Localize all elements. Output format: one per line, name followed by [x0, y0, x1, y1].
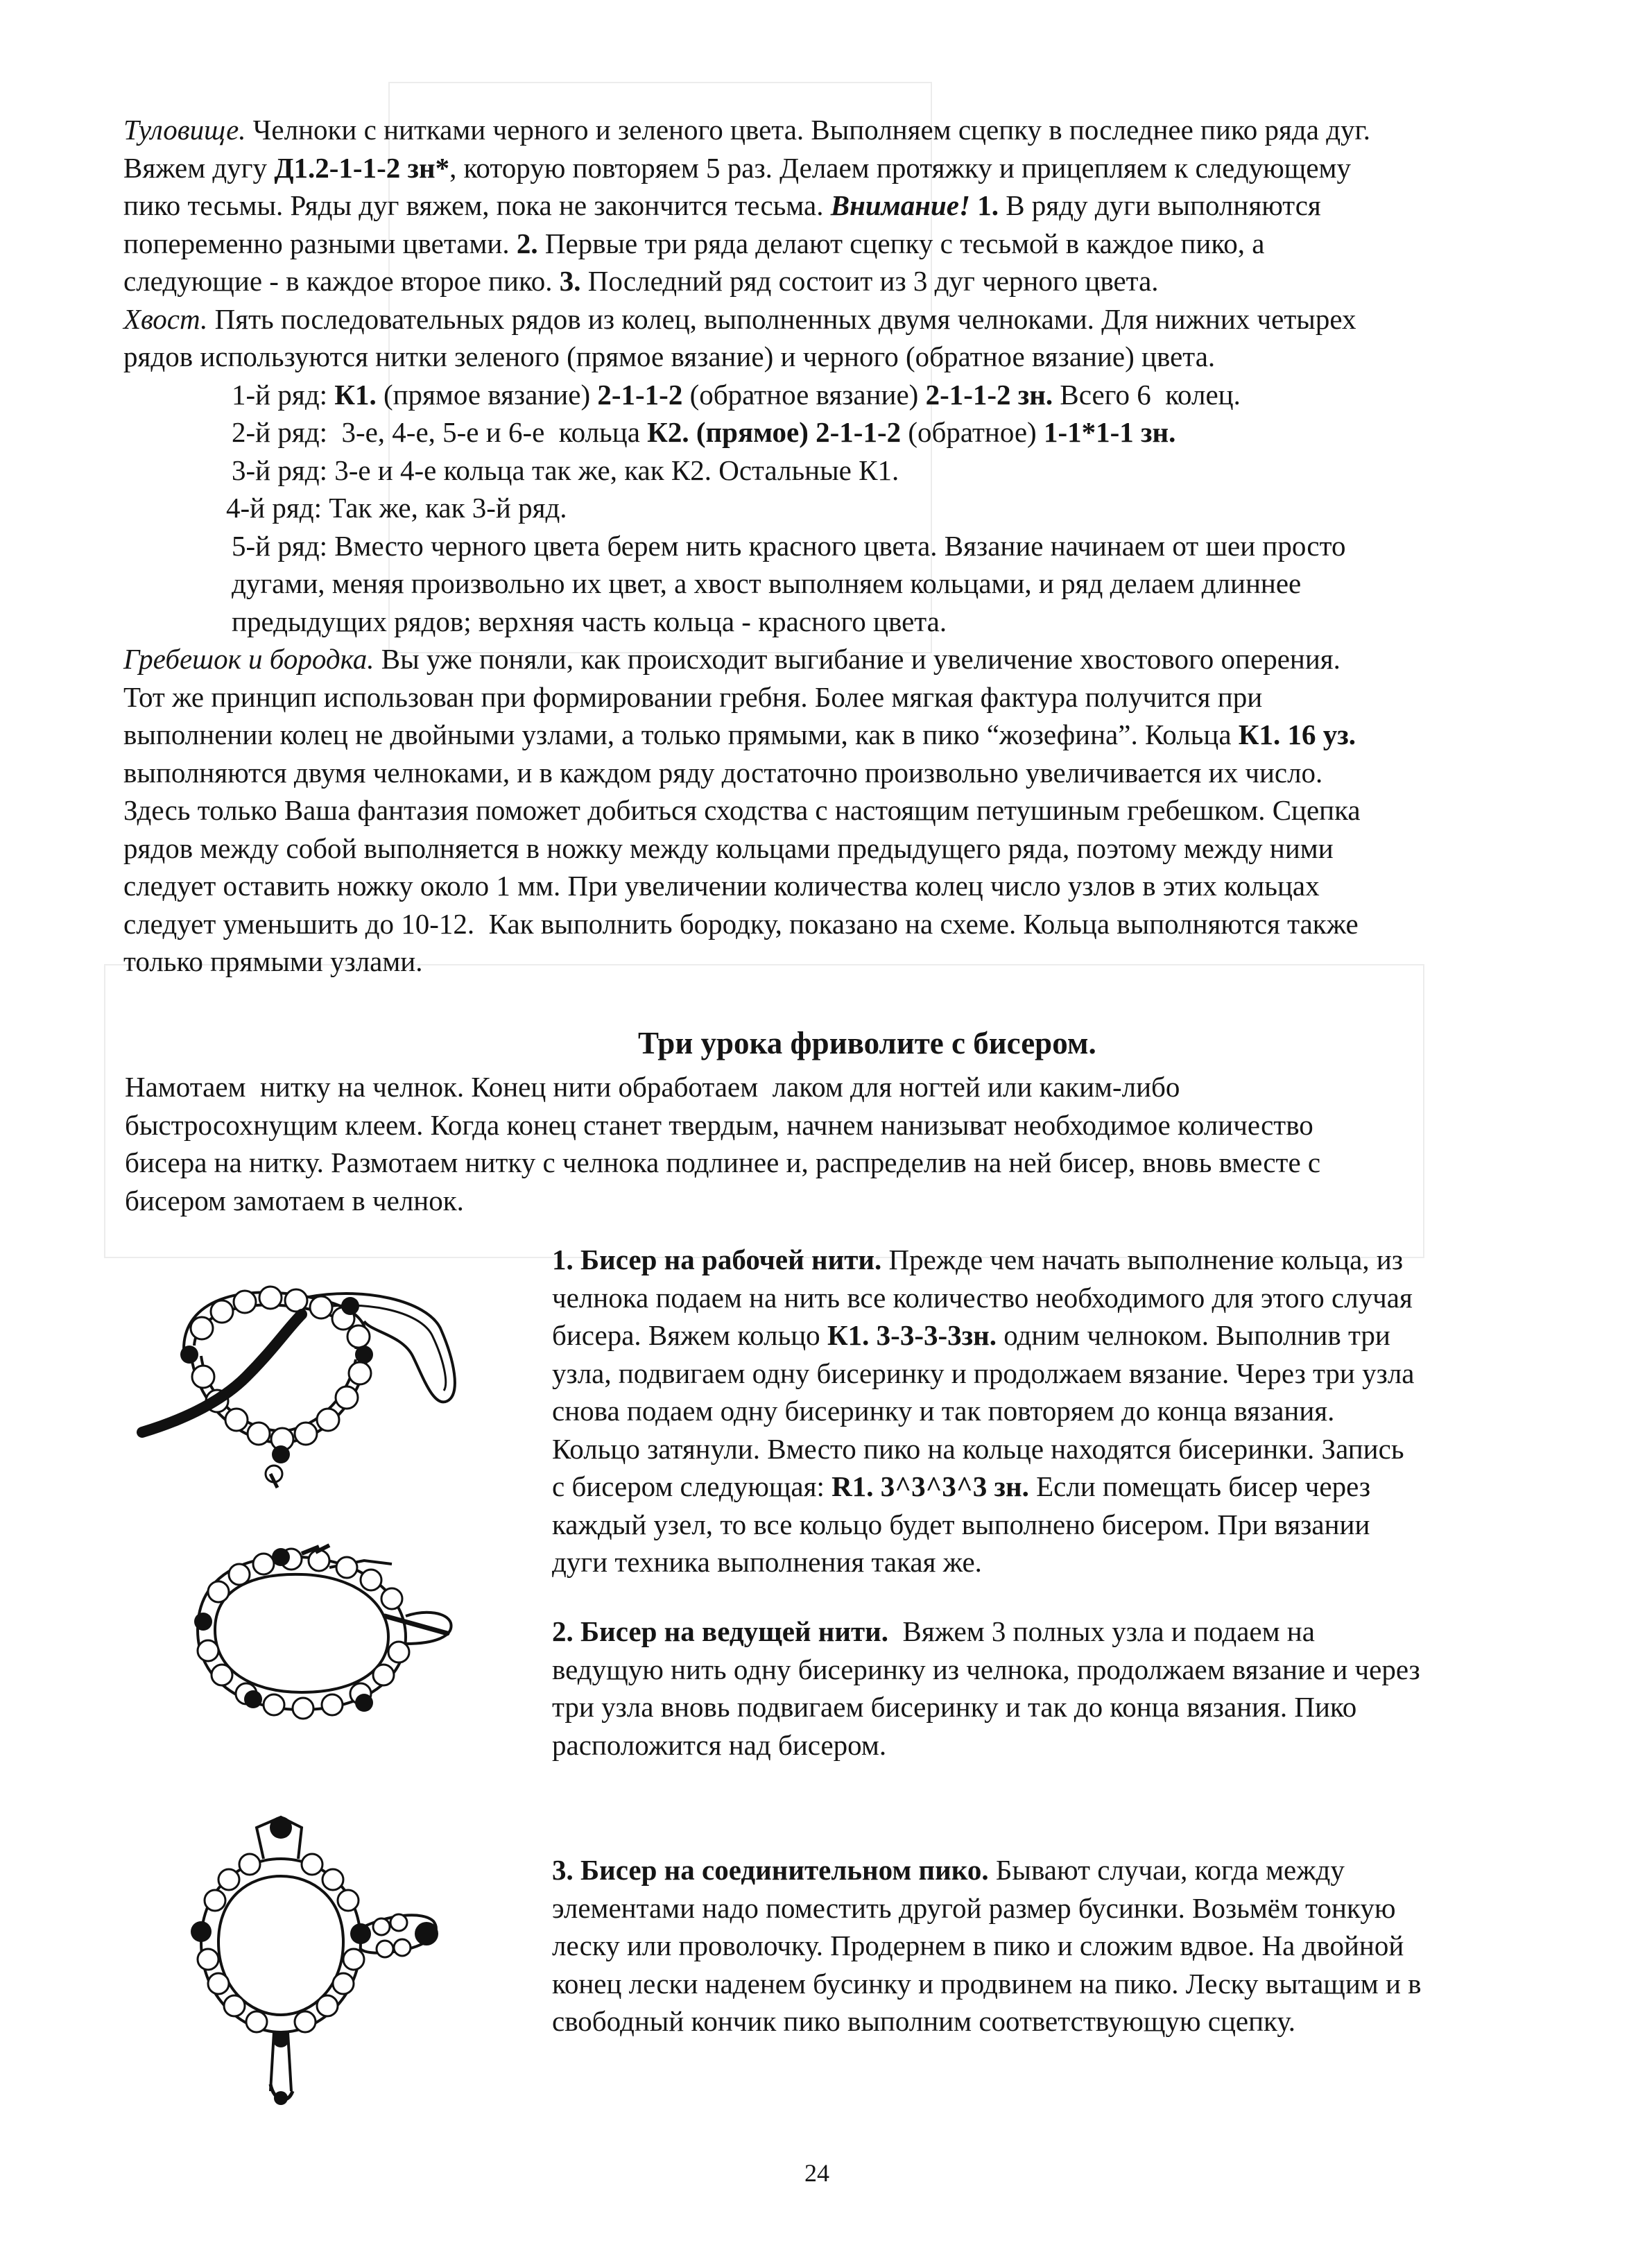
- text-run: 5-й ряд: Вместо черного цвета берем нить красного цвета. Вязание начинаем от шеи просто: [232, 529, 1346, 562]
- text-run: Первые три ряда делают сцепку с тесьмой в каждое пико, а: [537, 227, 1265, 259]
- text-run: быстросохнущим клеем. Когда конец станет твердым, начнем нанизыват необходимое количество: [125, 1108, 1313, 1141]
- text-run: , которую повторяем 5 раз. Делаем протяжку и прицепляем к следующему: [449, 151, 1351, 184]
- text-line: [125, 1106, 1320, 1144]
- text-run: В ряду дуги выполняются: [998, 189, 1321, 221]
- text-line: [552, 2002, 1422, 2041]
- text-run: три узла вновь подвигаем бисеринку и так до конца вязания. Пико: [552, 1691, 1357, 1723]
- text-line: [552, 1316, 1414, 1355]
- text-run: 3.: [559, 265, 581, 297]
- text-run: дугами, меняя произвольно их цвет, а хвост выполняем кольцами, и ряд делаем длиннее: [232, 567, 1302, 599]
- text-run: R1. 3^3^3^3 зн.: [831, 1470, 1029, 1502]
- text-run: 3-й ряд: 3-е и 4-е кольца так же, как К2. Остальные К1.: [232, 454, 899, 486]
- text-line: [552, 1927, 1422, 1965]
- text-run: Гребешок и бородка.: [123, 643, 374, 675]
- figure-beads-working-thread: [135, 1273, 496, 1495]
- text-run: только прямыми узлами.: [123, 945, 423, 977]
- text-run: 1-й ряд:: [232, 378, 335, 411]
- figure-beads-joining-picot: [160, 1810, 451, 2115]
- text-run: Кольцо затянули. Вместо пико на кольце находятся бисеринки. Запись: [552, 1432, 1404, 1465]
- text-line: [123, 678, 1370, 716]
- text-run: Туловище.: [123, 114, 246, 146]
- text-line: [123, 943, 1370, 981]
- text-line: [123, 830, 1370, 868]
- text-run: 4-й ряд: Так же, как 3-й ряд.: [226, 492, 567, 524]
- text-run: выполнении колец не двойными узлами, а только прямыми, как в пико “жозефина”. Кольца: [123, 719, 1239, 750]
- text-run: бисера на нитку. Размотаем нитку с челнока подлинее и, распределив на ней бисер, вновь вместе с: [125, 1146, 1321, 1178]
- text-run: Здесь только Ваша фантазия поможет добиться сходства с настоящим петушиным гребешком. Сцепка: [123, 794, 1361, 826]
- text-run: Последний ряд состоит из 3 дуг черного цвета.: [580, 265, 1159, 297]
- text-run: снова подаем одну бисеринку и так повторяем до конца вязания.: [552, 1395, 1335, 1427]
- text-run: дуги техника выполнения такая же.: [552, 1546, 982, 1578]
- text-run: (прямое вязание): [376, 378, 598, 411]
- text-line: [552, 1279, 1414, 1317]
- text-run: челнока подаем на нить все количество необходимого для этого случая: [552, 1281, 1413, 1314]
- text-run: элементами надо поместить другой размер бусинки. Возьмём тонкую: [552, 1891, 1396, 1924]
- text-run: 1-1*1-1 зн.: [1043, 416, 1176, 448]
- text-line: [552, 1468, 1414, 1506]
- text-run: Бывают случаи, когда между: [988, 1854, 1345, 1886]
- text-run: К1.: [334, 378, 377, 411]
- text-run: 3. Бисер на соединительном пико.: [552, 1854, 989, 1886]
- text-line: [123, 413, 1370, 452]
- text-line: [552, 1688, 1420, 1726]
- text-line: [552, 1543, 1414, 1581]
- body-text-top: [123, 111, 1370, 981]
- text-line: [552, 1965, 1422, 2003]
- lesson-3-paragraph: [552, 1851, 1422, 2041]
- page-number: 24: [804, 2159, 829, 2187]
- text-line: [123, 300, 1370, 338]
- text-run: Вы уже поняли, как происходит выгибание и увеличение хвостового оперения.: [374, 643, 1341, 675]
- text-line: [123, 791, 1370, 830]
- text-run: рядов используются нитки зеленого (прямое вязание) и черного (обратное вязание) цвета.: [123, 341, 1216, 372]
- text-run: 2-й ряд: 3-е, 4-е, 5-е и 6-е кольца: [232, 416, 648, 448]
- text-line: [125, 1182, 1320, 1220]
- text-line: [123, 338, 1370, 376]
- text-line: [552, 1851, 1422, 1889]
- text-run: 1. Бисер на рабочей нити.: [552, 1244, 882, 1275]
- text-line: [123, 111, 1370, 149]
- intro-paragraph: [125, 1068, 1320, 1219]
- text-run: следует уменьшить до 10-12. Как выполнить бородку, показано на схеме. Кольца выполняются также: [123, 907, 1359, 940]
- figure-beads-core-thread: [156, 1540, 461, 1727]
- text-line: [123, 489, 1370, 527]
- text-line: [123, 640, 1370, 678]
- text-run: Вяжем 3 полных узла и подаем на: [888, 1615, 1315, 1647]
- text-run: Внимание!: [830, 189, 970, 221]
- text-run: Челноки с нитками черного и зеленого цвета. Выполняем сцепку в последнее пико ряда дуг.: [245, 114, 1370, 146]
- text-run: ведущую нить одну бисеринку из челнока, продолжаем вязание и через: [552, 1653, 1420, 1685]
- text-run: [970, 189, 977, 221]
- text-run: К1. 16 уз.: [1238, 719, 1356, 750]
- text-run: К2. (прямое) 2-1-1-2: [647, 416, 902, 448]
- text-run: 2-1-1-2: [597, 378, 683, 411]
- text-line: [123, 225, 1370, 263]
- text-line: [123, 376, 1370, 414]
- text-run: Вяжем дугу: [123, 151, 275, 184]
- text-run: следует оставить ножку около 1 мм. При увеличении количества колец число узлов в этих кольцах: [123, 870, 1320, 902]
- text-run: бисером замотаем в челнок.: [125, 1184, 464, 1217]
- text-run: К1. 3-3-3-3зн.: [827, 1319, 997, 1351]
- text-run: Тот же принцип использован при формировании гребня. Более мягкая фактура получится при: [123, 680, 1263, 713]
- text-run: Если помещать бисер через: [1028, 1470, 1371, 1502]
- text-run: предыдущих рядов; верхняя часть кольца - красного цвета.: [232, 605, 947, 637]
- text-line: [552, 1889, 1422, 1927]
- text-line: [552, 1651, 1420, 1689]
- text-line: [552, 1392, 1414, 1430]
- text-run: пико тесьмы. Ряды дуг вяжем, пока не закончится тесьма.: [123, 189, 831, 221]
- text-line: [552, 1613, 1420, 1651]
- text-run: (обратное вязание): [682, 378, 926, 411]
- text-run: конец лески наденем бусинку и продвинем на пико. Леску вытащим и в: [552, 1967, 1422, 2000]
- text-run: Всего 6 колец.: [1053, 378, 1241, 411]
- text-run: леску или проволочку. Продернем в пико и сложим вдвое. На двойной: [552, 1930, 1404, 1961]
- text-line: [123, 905, 1370, 943]
- text-run: свободный кончик пико выполним соответствующую сцепку.: [552, 2005, 1296, 2037]
- text-run: с бисером следующая:: [552, 1470, 832, 1502]
- text-run: Намотаем нитку на челнок. Конец нити обработаем лаком для ногтей или каким-либо: [125, 1071, 1180, 1103]
- text-line: [123, 149, 1370, 187]
- text-run: рядов между собой выполняется в ножку между кольцами предыдущего ряда, поэтому между ними: [123, 832, 1334, 864]
- lesson-1-paragraph: [552, 1241, 1414, 1581]
- text-run: Д1.2-1-1-2 зн*: [274, 151, 450, 184]
- text-line: [125, 1144, 1320, 1182]
- text-line: [552, 1241, 1414, 1279]
- text-line: [123, 187, 1370, 225]
- text-run: 2.: [516, 227, 538, 259]
- text-run: 2. Бисер на ведущей нити.: [552, 1615, 889, 1647]
- text-line: [123, 716, 1370, 754]
- text-run: бисера. Вяжем кольцо: [552, 1319, 827, 1351]
- section-heading: Три урока фриволите с бисером.: [638, 1026, 1096, 1060]
- text-line: [123, 452, 1370, 490]
- text-run: 1.: [977, 189, 999, 221]
- text-run: Пять последовательных рядов из колец, выполненных двумя челноками. Для нижних четырех: [207, 302, 1356, 335]
- text-line: [125, 1068, 1320, 1106]
- text-line: [552, 1726, 1420, 1764]
- text-line: [552, 1430, 1414, 1468]
- text-run: попеременно разными цветами.: [123, 227, 517, 259]
- text-run: 2-1-1-2 зн.: [925, 378, 1053, 411]
- text-run: (обратное): [901, 416, 1044, 448]
- text-line: [123, 262, 1370, 300]
- text-run: каждый узел, то все кольцо будет выполнено бисером. При вязании: [552, 1508, 1370, 1540]
- text-line: [123, 603, 1370, 641]
- text-run: узла, подвигаем одну бисеринку и продолжаем вязание. Через три узла: [552, 1357, 1415, 1389]
- text-line: [123, 754, 1370, 792]
- lesson-2-paragraph: [552, 1613, 1420, 1764]
- text-line: [552, 1355, 1414, 1393]
- text-line: [123, 527, 1370, 565]
- text-run: расположится над бисером.: [552, 1728, 887, 1761]
- text-line: [552, 1506, 1414, 1544]
- text-line: [123, 565, 1370, 603]
- text-run: одним челноком. Выполнив три: [996, 1319, 1390, 1351]
- text-run: выполняются двумя челноками, и в каждом ряду достаточно произвольно увеличивается их число.: [123, 756, 1323, 789]
- text-run: Прежде чем начать выполнение кольца, из: [881, 1244, 1404, 1275]
- text-line: [123, 867, 1370, 905]
- text-run: Хвост.: [123, 302, 208, 335]
- text-run: следующие - в каждое второе пико.: [123, 265, 560, 297]
